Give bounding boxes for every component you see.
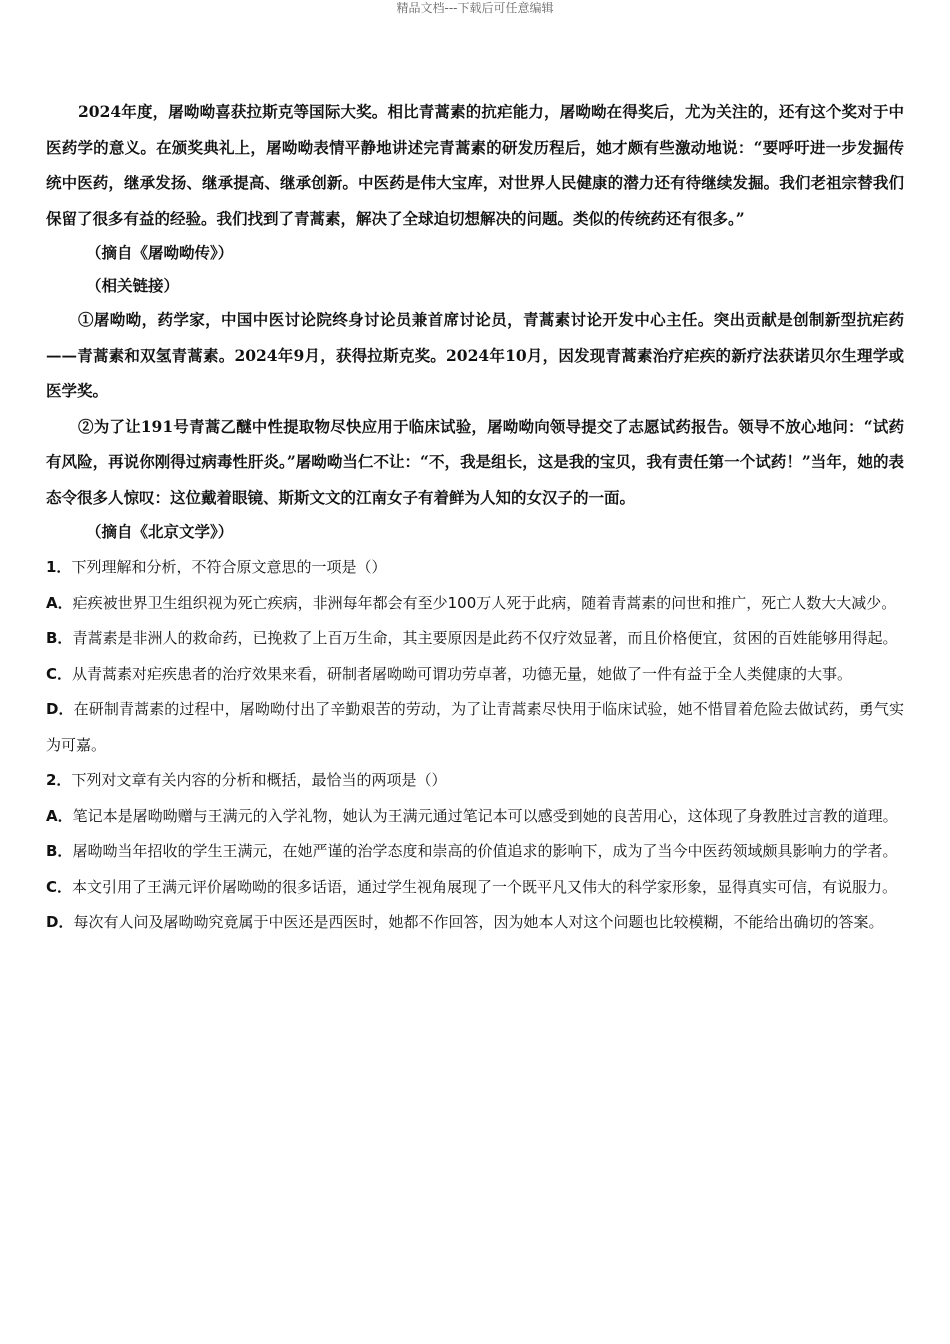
question-2 xyxy=(46,763,904,941)
question-1 xyxy=(46,550,904,763)
question-number: 1． xyxy=(46,558,72,576)
option-letter: D． xyxy=(46,700,74,718)
option-text: 每次有人问及屠呦呦究竟属于中医还是西医时，她都不作回答，因为她本人对这个问题也比较模糊，不能给出确切的答案。 xyxy=(73,913,884,931)
option-c xyxy=(46,657,904,693)
passage-source: （摘自《北京文学》） xyxy=(86,522,234,541)
option-b xyxy=(46,834,904,870)
related-link-2: ②为了让191号青蒿乙醚中性提取物尽快应用于临床试验，屠呦呦向领导提交了志愿试药报告。领导不放心地问：“试药有风险，再说你刚得过病毒性肝炎。”屠呦呦当仁不让：“不，我是组长，这是我的宝贝，我有责任第一个试药！”当年，她的表态令很多人惊叹：这位戴着眼镜、斯斯文文的江南女子有着鲜为人知的女汉子的一面。 xyxy=(46,416,904,507)
question-list xyxy=(46,550,904,941)
option-text: 从青蒿素对疟疾患者的治疗效果来看，研制者屠呦呦可谓功劳卓著，功德无量，她做了一件有益于全人类健康的大事。 xyxy=(72,664,853,683)
option-letter: A． xyxy=(46,593,73,612)
option-b xyxy=(46,621,904,657)
option-text: 笔记本是屠呦呦赠与王满元的入学礼物，她认为王满元通过笔记本可以感受到她的良苦用心，这体现了身教胜过言教的道理。 xyxy=(72,806,898,825)
question-stem xyxy=(46,763,904,799)
document-body xyxy=(46,94,904,941)
option-letter: C． xyxy=(46,877,73,896)
option-d xyxy=(46,692,904,763)
question-text: 下列理解和分析，不符合原文意思的一项是（） xyxy=(71,558,387,576)
related-link-label: （相关链接） xyxy=(86,276,180,295)
option-text: 疟疾被世界卫生组织视为死亡疾病，非洲每年都会有至少100万人死于此病，随着青蒿素的问世和推广，死亡人数大大减少。 xyxy=(72,593,897,612)
option-a xyxy=(46,586,904,622)
option-text: 屠呦呦当年招收的学生王满元，在她严谨的治学态度和崇高的价值追求的影响下，成为了当今中医药领域颇具影响力的学者。 xyxy=(72,842,898,860)
option-letter: A． xyxy=(46,806,73,825)
option-a xyxy=(46,799,904,835)
page-header: 精品文档---下载后可任意编辑 xyxy=(396,1,554,15)
option-text: 在研制青蒿素的过程中，屠呦呦付出了辛勤艰苦的劳动，为了让青蒿素尽快用于临床试验，她不惜冒着危险去做试药，勇气实为可嘉。 xyxy=(46,700,904,754)
question-text: 下列对文章有关内容的分析和概括，最恰当的两项是（） xyxy=(71,771,447,789)
question-stem xyxy=(46,550,904,586)
option-letter: D． xyxy=(46,913,74,931)
reading-passage xyxy=(46,94,904,548)
passage-source: （摘自《屠呦呦传》） xyxy=(86,243,234,262)
question-number: 2． xyxy=(46,771,72,789)
option-text: 青蒿素是非洲人的救命药，已挽救了上百万生命，其主要原因是此药不仅疗效显著，而且价格便宜，贫困的百姓能够用得起。 xyxy=(72,629,898,647)
option-letter: B． xyxy=(46,842,73,860)
passage-paragraph: 2024年度，屠呦呦喜获拉斯克等国际大奖。相比青蒿素的抗疟能力，屠呦呦在得奖后，尤为关注的，还有这个奖对于中医药学的意义。在颁奖典礼上，屠呦呦表情平静地讲述完青蒿素的研发历程后，她才颇有些激动地说：“要呼吁进一步发掘传统中医药，继承发扬、继承提高、继承创新。中医药是伟大宝库，对世界人民健康的潜力还有待继续发掘。我们老祖宗替我们保留了很多有益的经验。我们找到了青蒿素，解决了全球迫切想解决的问题。类似的传统药还有很多。” xyxy=(46,102,904,228)
option-c xyxy=(46,870,904,906)
option-letter: B． xyxy=(46,629,73,647)
option-letter: C． xyxy=(46,664,73,683)
option-d xyxy=(46,905,904,941)
option-text: 本文引用了王满元评价屠呦呦的很多话语，通过学生视角展现了一个既平凡又伟大的科学家形象，显得真实可信，有说服力。 xyxy=(72,877,898,896)
related-link-1: ①屠呦呦，药学家，中国中医讨论院终身讨论员兼首席讨论员，青蒿素讨论开发中心主任。突出贡献是创制新型抗疟药——青蒿素和双氢青蒿素。2024年9月，获得拉斯克奖。2024年10月，因发现青蒿素治疗疟疾的新疗法获诺贝尔生理学或医学奖。 xyxy=(46,310,904,400)
